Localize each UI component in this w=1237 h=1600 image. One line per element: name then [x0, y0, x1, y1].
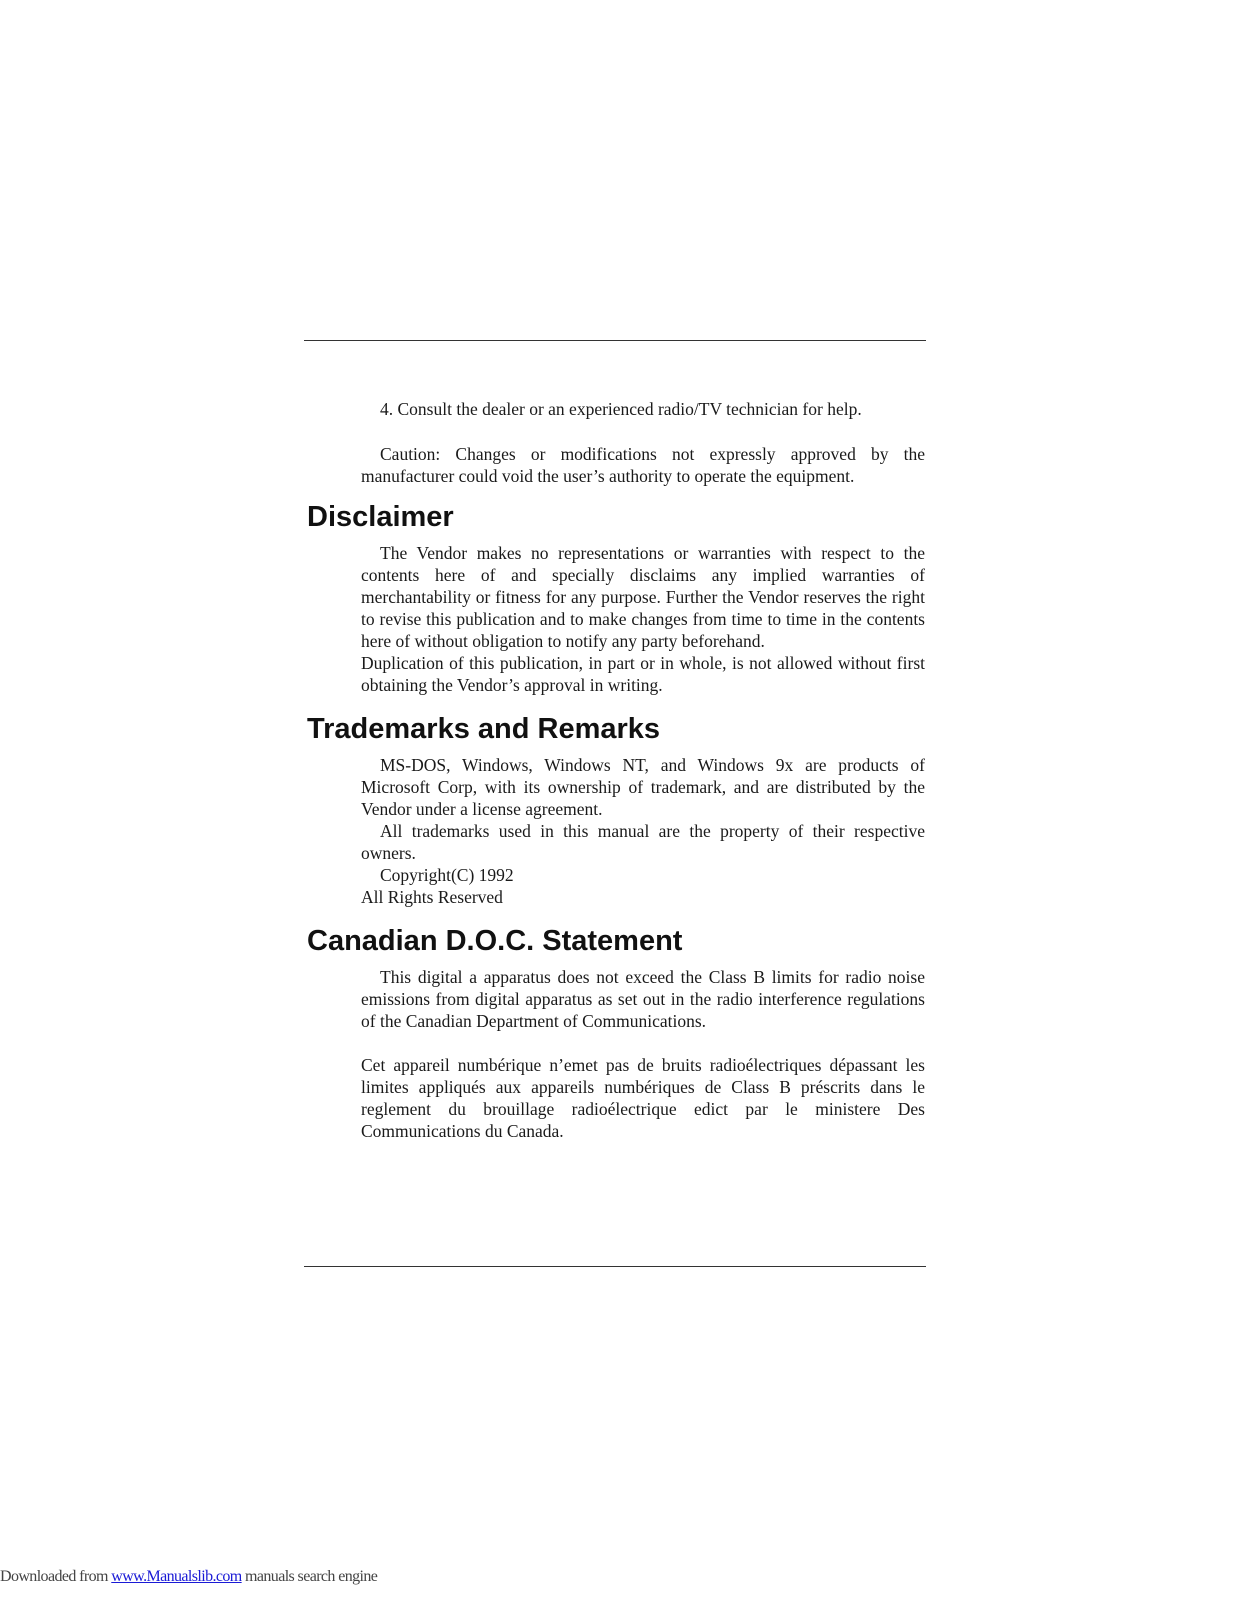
- duplication-paragraph: Duplication of this publication, in part or in whole, is not allowed without first obtaining the Vendor’s approval in writing.: [361, 653, 925, 695]
- manualslib-link[interactable]: www.Manualslib.com: [111, 1568, 242, 1585]
- trademarks-paragraph: MS-DOS, Windows, Windows NT, and Windows 9x are products of Microsoft Corp, with its ownership of trademark, and are distributed by the Vendor under a license agreement.: [361, 755, 925, 819]
- trademarks-owners-paragraph: All trademarks used in this manual are the property of their respective owners.: [361, 821, 925, 863]
- bottom-rule: [304, 1266, 926, 1267]
- footer-prefix: Downloaded from: [0, 1568, 112, 1585]
- canadian-french-paragraph: Cet appareil numbérique n’emet pas de bruits radioélectriques dépassant les limites appliqués aux appareils numbériques de Class B préscrits dans le reglement du brouillage radioélectrique edict par le ministere Des Communications du Canada.: [361, 1055, 925, 1141]
- trademarks-heading: Trademarks and Remarks: [307, 713, 661, 745]
- caution-paragraph: Caution: Changes or modifications not expressly approved by the manufacturer could void the user’s authority to operate the equipment.: [361, 444, 925, 486]
- top-rule: [304, 340, 926, 341]
- disclaimer-heading: Disclaimer: [307, 501, 454, 533]
- disclaimer-paragraph: The Vendor makes no representations or warranties with respect to the contents here of and specially disclaims any implied warranties of merchantability or fitness for any purpose. Further the Vendor reserves the right to revise this publication and to make changes from time to time in the contents here of without obligation to notify any party beforehand.: [361, 543, 925, 651]
- rights-reserved-line: All Rights Reserved: [361, 887, 503, 907]
- canadian-heading: Canadian D.O.C. Statement: [307, 925, 683, 957]
- canadian-english-paragraph: This digital a apparatus does not exceed the Class B limits for radio noise emissions from digital apparatus as set out in the radio interference regulations of the Canadian Department of Communications.: [361, 967, 925, 1031]
- consult-dealer-item: 4. Consult the dealer or an experienced radio/TV technician for help.: [380, 399, 862, 419]
- download-footer: [0, 1568, 377, 1586]
- copyright-line: Copyright(C) 1992: [380, 865, 514, 885]
- footer-suffix: manuals search engine: [241, 1568, 378, 1585]
